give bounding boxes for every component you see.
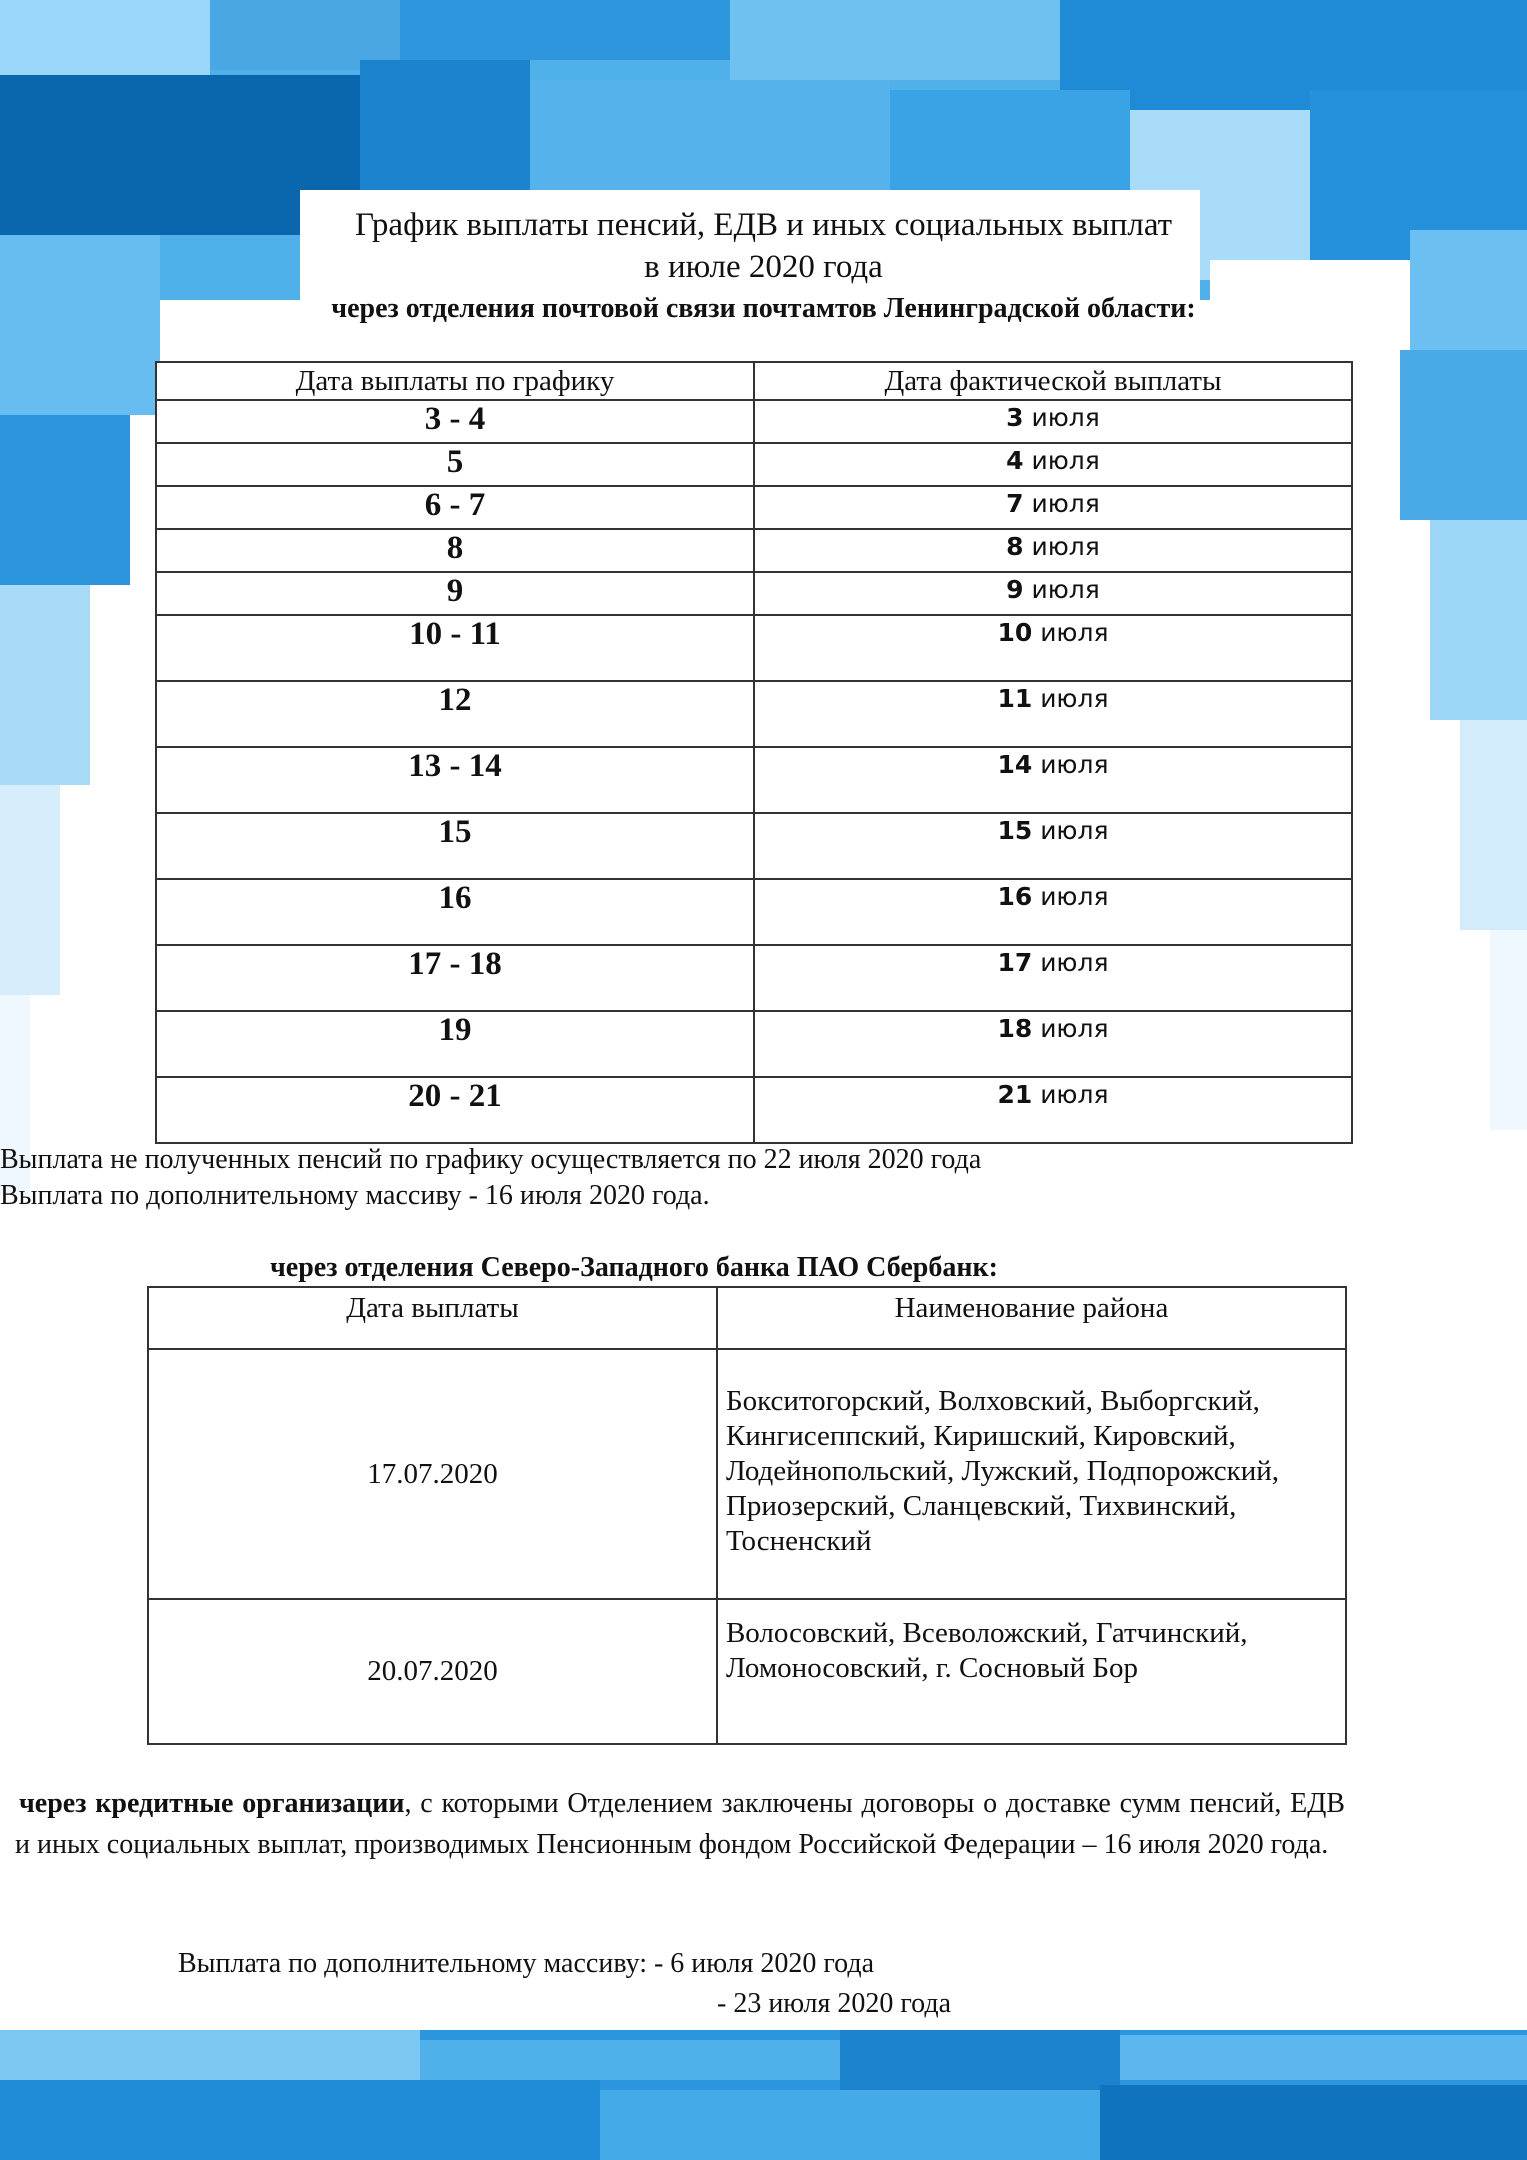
scheduled-date-cell: 6 - 7 bbox=[156, 486, 754, 529]
actual-day: 16 bbox=[997, 882, 1033, 911]
payment-date-cell: 20.07.2020 bbox=[148, 1599, 717, 1744]
post-schedule-table bbox=[155, 361, 1353, 1144]
actual-date-cell bbox=[754, 1077, 1352, 1143]
actual-day: 18 bbox=[997, 1014, 1033, 1043]
actual-date-cell bbox=[754, 615, 1352, 681]
actual-month: июля bbox=[1031, 532, 1100, 561]
table-header-row bbox=[156, 362, 1352, 400]
additional-array-note: Выплата по дополнительному массиву - 16 июля 2020 года. bbox=[0, 1180, 710, 1211]
actual-month: июля bbox=[1031, 575, 1100, 604]
actual-date-cell bbox=[754, 443, 1352, 486]
table-row bbox=[156, 1011, 1352, 1077]
actual-day: 14 bbox=[997, 750, 1033, 779]
actual-day: 8 bbox=[1006, 532, 1024, 561]
credit-organizations-paragraph bbox=[15, 1783, 1345, 1865]
additional-array-date-1: Выплата по дополнительному массиву: - 6 июля 2020 года bbox=[178, 1948, 875, 1979]
actual-month: июля bbox=[1040, 948, 1109, 977]
actual-month: июля bbox=[1040, 684, 1109, 713]
actual-day: 21 bbox=[997, 1080, 1033, 1109]
actual-month: июля bbox=[1040, 882, 1109, 911]
table-row bbox=[156, 400, 1352, 443]
district-line: Приозерский, Сланцевский, Тихвинский, bbox=[725, 1490, 1237, 1522]
table-row bbox=[156, 572, 1352, 615]
table-row bbox=[156, 681, 1352, 747]
actual-date-cell bbox=[754, 945, 1352, 1011]
actual-day: 4 bbox=[1006, 446, 1024, 475]
actual-day: 10 bbox=[997, 618, 1033, 647]
sber-section-heading: через отделения Северо-Западного банка ПАО Сбербанк: bbox=[270, 1252, 998, 1283]
table-row bbox=[156, 529, 1352, 572]
actual-date-cell bbox=[754, 813, 1352, 879]
actual-date-cell bbox=[754, 747, 1352, 813]
actual-month: июля bbox=[1040, 1080, 1109, 1109]
actual-day: 3 bbox=[1006, 403, 1024, 432]
column-header-actual-date: Дата фактической выплаты bbox=[754, 362, 1352, 400]
table-row bbox=[156, 1077, 1352, 1143]
actual-month: июля bbox=[1040, 750, 1109, 779]
actual-date-cell bbox=[754, 681, 1352, 747]
post-section-heading: через отделения почтовой связи почтамтов Ленинградской области: bbox=[331, 293, 1196, 324]
actual-date-cell bbox=[754, 486, 1352, 529]
actual-day: 9 bbox=[1006, 575, 1024, 604]
actual-month: июля bbox=[1040, 618, 1109, 647]
scheduled-date-cell: 3 - 4 bbox=[156, 400, 754, 443]
district-list-cell bbox=[717, 1349, 1346, 1599]
credit-organizations-lead: через кредитные организации bbox=[19, 1788, 405, 1819]
table-row bbox=[156, 813, 1352, 879]
table-row bbox=[156, 879, 1352, 945]
table-row bbox=[156, 486, 1352, 529]
actual-month: июля bbox=[1031, 403, 1100, 432]
payment-date-cell: 17.07.2020 bbox=[148, 1349, 717, 1599]
scheduled-date-cell: 12 bbox=[156, 681, 754, 747]
actual-date-cell bbox=[754, 1011, 1352, 1077]
scheduled-date-cell: 13 - 14 bbox=[156, 747, 754, 813]
table-row bbox=[156, 443, 1352, 486]
actual-month: июля bbox=[1040, 816, 1109, 845]
actual-day: 7 bbox=[1006, 489, 1024, 518]
page-title: График выплаты пенсий, ЕДВ и иных социальных выплат bbox=[354, 207, 1173, 243]
scheduled-date-cell: 15 bbox=[156, 813, 754, 879]
actual-month: июля bbox=[1040, 1014, 1109, 1043]
district-line: Тосненский bbox=[725, 1525, 872, 1557]
actual-date-cell bbox=[754, 879, 1352, 945]
actual-day: 17 bbox=[997, 948, 1033, 977]
table-header-row bbox=[148, 1287, 1346, 1349]
page-subtitle-month: в июле 2020 года bbox=[644, 249, 883, 285]
district-line: Лодейнопольский, Лужский, Подпорожский, bbox=[725, 1455, 1280, 1487]
table-row bbox=[156, 945, 1352, 1011]
sber-schedule-table bbox=[147, 1286, 1347, 1745]
column-header-district-name: Наименование района bbox=[717, 1287, 1346, 1349]
scheduled-date-cell: 17 - 18 bbox=[156, 945, 754, 1011]
scheduled-date-cell: 8 bbox=[156, 529, 754, 572]
scheduled-date-cell: 19 bbox=[156, 1011, 754, 1077]
actual-month: июля bbox=[1031, 446, 1100, 475]
district-list-cell bbox=[717, 1599, 1346, 1744]
district-line: Ломоносовский, г. Сосновый Бор bbox=[725, 1652, 1138, 1684]
actual-date-cell bbox=[754, 400, 1352, 443]
scheduled-date-cell: 9 bbox=[156, 572, 754, 615]
actual-date-cell bbox=[754, 572, 1352, 615]
table-row bbox=[148, 1349, 1346, 1599]
district-line: Кингисеппский, Киришский, Кировский, bbox=[725, 1420, 1236, 1452]
district-line: Волосовский, Всеволожский, Гатчинский, bbox=[725, 1617, 1248, 1649]
unreceived-pension-note: Выплата не полученных пенсий по графику осуществляется по 22 июля 2020 года bbox=[0, 1144, 982, 1175]
table-row bbox=[148, 1599, 1346, 1744]
actual-day: 11 bbox=[997, 684, 1033, 713]
table-row bbox=[156, 747, 1352, 813]
column-header-scheduled-date: Дата выплаты по графику bbox=[156, 362, 754, 400]
additional-array-date-2: - 23 июля 2020 года bbox=[717, 1988, 952, 2019]
scheduled-date-cell: 5 bbox=[156, 443, 754, 486]
column-header-payment-date: Дата выплаты bbox=[148, 1287, 717, 1349]
scheduled-date-cell: 20 - 21 bbox=[156, 1077, 754, 1143]
actual-month: июля bbox=[1031, 489, 1100, 518]
district-line: Бокситогорский, Волховский, Выборгский, bbox=[725, 1385, 1260, 1417]
scheduled-date-cell: 10 - 11 bbox=[156, 615, 754, 681]
scheduled-date-cell: 16 bbox=[156, 879, 754, 945]
credit-organizations-text: , с которыми Отделением заключены договоры о доставке сумм пенсий, ЕДВ и иных социальных выплат, производимых Пенсионным фондом Российской Федерации – 16 июля 2020 года. bbox=[15, 1788, 1345, 1860]
actual-day: 15 bbox=[997, 816, 1033, 845]
table-row bbox=[156, 615, 1352, 681]
actual-date-cell bbox=[754, 529, 1352, 572]
